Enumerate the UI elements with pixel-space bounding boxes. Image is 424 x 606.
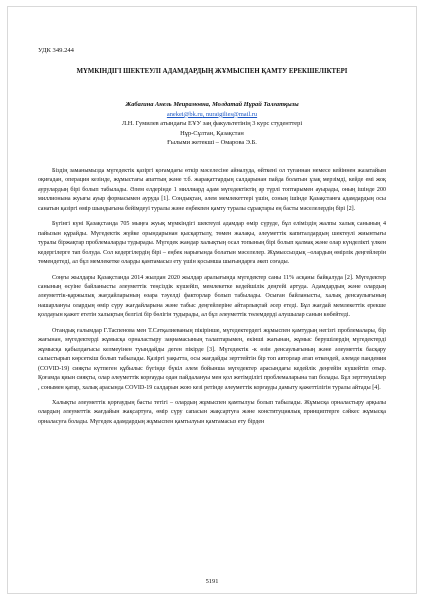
email-separator: , xyxy=(202,110,206,118)
supervisor: Ғылыми жетекші – Омарова Э.Б. xyxy=(167,139,257,147)
paragraph: Соңғы жылдары Қазақстанда 2014 жылдан 2020 жылдар аралығында мүгедектер саны 11% асқаны байқалуда [2]. Мүгедектер санының өсуіне байланысты әлеуметтік теңсіздік күшейіп, мемлекетке кедейшілік деңгейі артуда. Адамдардың және олардың әлеуметтік-қаржылық жағдайларының өзара тәуелді факторлар болып табылады. Осыған байланысты, халық денсаулығының нашарлануы олардың өмір сүру жағдайларына және табыс деңгейлеріне айтарлықтай әсер етеді. Бұл жағдай мемлекеттік ерекше қолдауын қажет ететін халықтың белгілі бір бөлігін тудырады, ал бұл әлеуметтік төлемдерді алушылар санын көбейтеді. xyxy=(38,274,386,319)
body-text xyxy=(38,167,386,433)
paragraph: Отандық ғалымдар Г.Таспенова мен Т.Сәтқалиеваның пікірінше, мүгедектердегі жұмыспен қамтудың негізгі проблемалары, бір жағынан, мүгедектерді жұмысқа орналастыру заңнамасының талаптарымен, екінші жағынан, жұмыс берушілердің мүгедектерді жұмысқа қабылдағысы келмеуінен туындайды деген пікірде [3]. Мүгедектік -к өзін денсаулығының және әлеуметтік басқару салыстырып көрсеткіш болып табылады. Қазіргі уақытта, осы жағдайды зерттейтін бір топ авторлар атап өткендей, әлемде пандемия (COVID-19) сияқты күтпеген құбылыс бүгінде бүкіл әлем бойынша мүгедектер арасындағы кедейлік деңгейін күшейтіп отыр. Қоғамда қиын сияқты, олар әлеуметтік корғауды одан пайдалануы мен қол жетімділігі проблемаларына тап болады. Бұл зерттеушілер , сонымен қатар, халық арасында COVID-19 салдарын жою кезі ретінде әлеуметтік корғауды дамыту қажеттілігін туралы айтады [4]. xyxy=(38,327,386,391)
paragraph: Бүгінгі күні Қазақстанда 705 мыңға жуық мүмкіндігі шектеулі адамдар өмір сүруде, бұл еліміздің жалпы халық санының 4 пайызын құрайды. Мүгедектік жүйке орындарынан қысқартылу, төмен жалақы, әлеуметтік капиталдардың шектеулі жиынтығы туралы біржақтар проблемаларды тудырады. Мүгедек жандар халықтың осал топының бірі болып қалмақ және олар күнделікті үлкен кедергілерге тап болуда. Сол кедергілердің бірі – еңбек нарығында болатын мәселелер. Жұмыссыздық –олардың өмірлік деңгейлерін төмендетеді, ал бұл мемлекетке оларды қамтамасыз ету үшін қосымша шығындарға әкеп соғады. xyxy=(38,221,386,266)
email-link-1[interactable]: anekei@bk.ru xyxy=(166,110,203,118)
document-page xyxy=(7,6,417,594)
author-block xyxy=(38,100,386,148)
email-link-2[interactable]: nuraigilies@mail.ru xyxy=(205,110,258,118)
author-names: Жабагина Анель Меирамовна, Молдатай Нұрай Талғатқызы xyxy=(125,101,299,108)
location: Нұр-Сұлтан, Қазақстан xyxy=(180,129,244,137)
paragraph: Біздің заманымызда мүгедектік қазіргі қоғамдағы өткір мәселесіне айналуда, өйткені ол туғаннан немесе кейіннен жазатайым оқиғадан, операция кезінде, жұмыстағы апаттың және т.б. жарақаттардың салдарынан пайда болатын ұзақ мерзімді, кейде емі жоқ аурулардың бірі болып табылады. Әлем елдерінде 1 миллиард адам мүгедектіктің әр түрлі топтарымен ауырады, оның ішінде 200 миллионына жуығы ауыр формасымен ауруда [1]. Сондықтан, әлем мемлекеттері үшін, соның ішінде Қазақстанға адамдардың осы санатын қазіргі өмір шындығына бейімдеуі туралы және еңбекпен қамту туралы сұрақтары ең басты мәселелердің бірі [2]. xyxy=(38,168,386,212)
affiliation: Л.Н. Гумилев атындағы ЕҰУ заң факультетінің 3 курс студенттері xyxy=(121,120,303,128)
page-number: 5191 xyxy=(205,578,219,585)
paragraph: Халықты әлеуметтік қорғаудың басты тетігі – олардың жұмыспен қамтылуы болып табылады. Жұмысқа орналастыру арқылы олардың әлеуметтік жағдайын жақсартуға, өмір сүру сапасын жақсартуға және конституциялық принциптерге сәйкес жұмысқа орналасуға болады. Мүгедек адамдардың жұмыспен қамтылуын қамтамасыз ету бірден xyxy=(38,399,386,425)
paper-title: МҮМКІНДІГІ ШЕКТЕУЛІ АДАМДАРДЫҢ ЖҰМЫСПЕН ҚАМТУ ЕРЕКШЕЛІКТЕРІ xyxy=(76,68,348,75)
author-emails xyxy=(38,110,386,120)
udk-code: УДК 349.244 xyxy=(38,47,74,54)
